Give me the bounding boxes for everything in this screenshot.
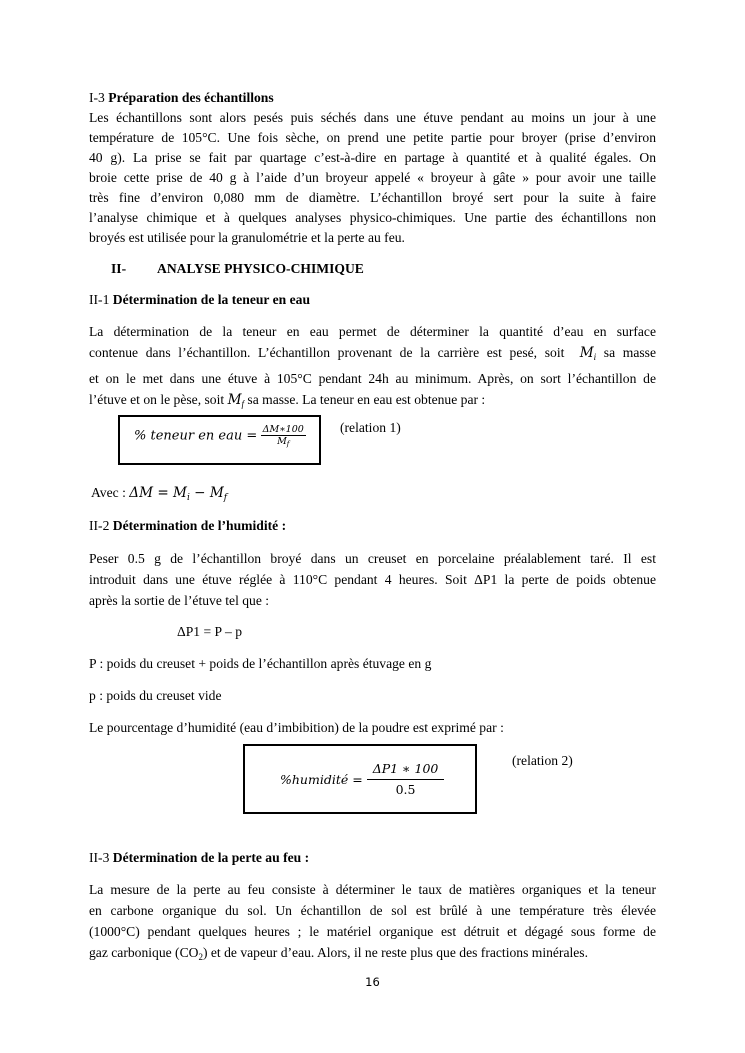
definition-p: p : poids du creuset vide xyxy=(89,688,222,703)
relation-2-label: (relation 2) xyxy=(512,753,573,768)
paragraph-line: broyés est utilisée pour la granulométrie et la perte au feu. xyxy=(89,230,405,245)
paragraph-line: l’analyse chimique et à quelques analyses physico-chimiques. Une partie des échantillons non xyxy=(89,210,656,225)
paragraph-line: après la sortie de l’étuve tel que : xyxy=(89,593,270,608)
formula-box-humidite xyxy=(243,744,477,814)
formula-fraction xyxy=(367,759,445,800)
formula-numerator: ΔP1 ∗ 100 xyxy=(367,759,445,780)
section-ii3-paragraph xyxy=(89,879,656,968)
delta-m-definition: Avec : $\Delta M = M_i - M_f$ xyxy=(91,485,228,503)
paragraph-line: contenue dans l’échantillon. L’échantillon provenant de la carrière est pesé, soit $M_i$ sa masse xyxy=(89,345,656,362)
paragraph-line: introduit dans une étuve réglée à 110°C pendant 4 heures. Soit ΔP1 la perte de poids obtenue xyxy=(89,572,656,587)
formula-numerator: ΔM∗100 xyxy=(262,424,304,435)
equation-delta-p1: ΔP1 = P – p xyxy=(177,624,243,639)
paragraph-line: Les échantillons sont alors pesés puis séchés dans une étuve pendant au moins un jour à une xyxy=(89,110,656,125)
paragraph-line: 40 g). La prise se fait par quartage c’est-à-dire en partage à quantité et à qualité égales. On xyxy=(89,150,656,165)
formula-lhs: %humidité = xyxy=(280,772,363,787)
paragraph-line: broie cette prise de 40 g à l’aide d’un broyeur appelé « broyeur à gâte » pour avoir une taille xyxy=(89,170,656,185)
paragraph-line: La détermination de la teneur en eau permet de déterminer la quantité d’eau en surface xyxy=(89,324,656,339)
formula-fraction xyxy=(261,424,306,448)
paragraph-line: température de 105°C. Une fois sèche, on prend une petite partie pour broyer (prise d’environ xyxy=(89,130,656,145)
section-ii1-heading: II-1 Détermination de la teneur en eau xyxy=(89,292,311,307)
paragraph-line: (1000°C) pendant quelques heures ; le matériel organique est détruit et dégagé sous forme de xyxy=(89,924,656,939)
formula-denominator: $M_f$ xyxy=(277,436,290,448)
paragraph-line: et on le met dans une étuve à 105°C pendant 24h au minimum. Après, on sort l’échantillon de xyxy=(89,371,656,386)
relation-1-label: (relation 1) xyxy=(340,420,401,435)
section-ii3-heading: II-3 Détermination de la perte au feu : xyxy=(89,850,310,865)
paragraph-line: gaz carbonique $(CO_2)$ et de vapeur d’eau. Alors, il ne reste plus que des fractions minérales. xyxy=(89,945,588,962)
section-ii-number: II- xyxy=(111,261,127,276)
section-i3 xyxy=(89,88,656,248)
section-ii-heading xyxy=(111,259,678,279)
paragraph-line: très fine d’environ 0,080 mm de diamètre. L’échantillon broyé sert pour la suite à faire xyxy=(89,190,656,205)
paragraph-line: Peser 0.5 g de l’échantillon broyé dans un creuset en porcelaine préalablement taré. Il est xyxy=(89,551,656,566)
page-number: 16 xyxy=(365,975,380,989)
section-ii-title: ANALYSE PHYSICO-CHIMIQUE xyxy=(157,261,364,276)
paragraph-line: l’étuve et on le pèse, soit $M_f$ sa masse. La teneur en eau est obtenue par : xyxy=(89,392,486,409)
formula-lhs: % teneur en eau = xyxy=(134,428,258,444)
paragraph-line: La mesure de la perte au feu consiste à déterminer le taux de matières organiques et la teneur xyxy=(89,882,656,897)
paragraph-line: en carbone organique du sol. Un échantillon de sol est brûlé à une température très élevée xyxy=(89,903,656,918)
section-ii2-heading: II-2 Détermination de l’humidité : xyxy=(89,518,287,533)
section-i3-heading: I-3 Préparation des échantillons xyxy=(89,90,274,105)
formula-intro: Le pourcentage d’humidité (eau d’imbibition) de la poudre est exprimé par : xyxy=(89,720,504,735)
formula-denominator: 0.5 xyxy=(395,782,416,797)
section-ii2-paragraph xyxy=(89,548,656,611)
formula-box-teneur-eau xyxy=(118,415,321,465)
definition-P: P : poids du creuset + poids de l’échantillon après étuvage en g xyxy=(89,656,432,671)
section-ii1-paragraph xyxy=(89,321,656,415)
